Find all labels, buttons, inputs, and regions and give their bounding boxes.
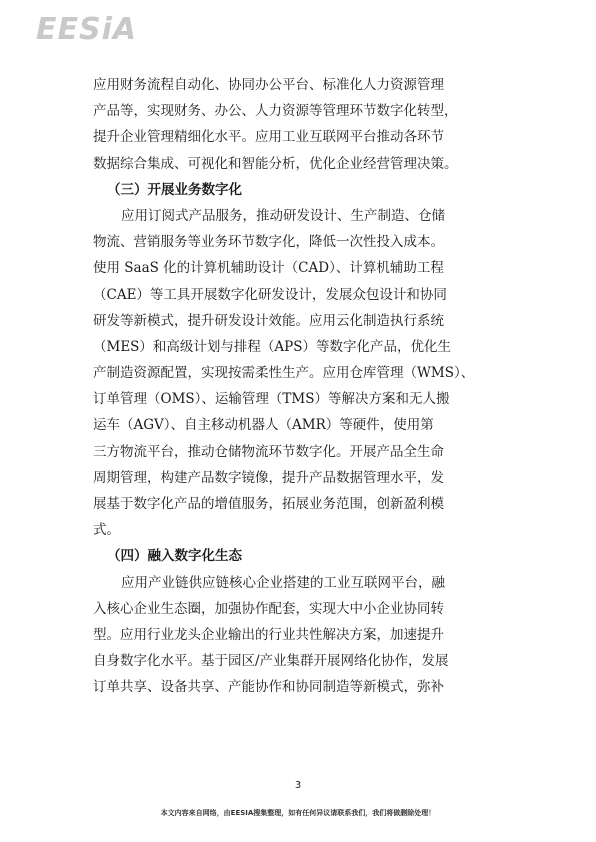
body-line: 型。应用行业龙头企业输出的行业共性解决方案，加速提升 — [93, 626, 444, 643]
body-line: 应用财务流程自动化、协同办公平台、标准化人力资源管理 — [93, 77, 444, 93]
body-line: （CAE）等工具开展数字化研发设计，发展众包设计和协同 — [93, 286, 447, 303]
body-line: 数据综合集成、可视化和智能分析，优化企业经营管理决策。 — [93, 155, 458, 172]
body-line: 提升企业管理精细化水平。应用工业互联网平台推动各环节 — [93, 129, 444, 146]
eesia-logo: EESiA — [36, 12, 138, 47]
body-line: 运车（AGV）、自主移动机器人（AMR）等硬件，使用第 — [93, 417, 434, 434]
section-heading: （三）开展业务数字化 — [107, 181, 242, 198]
body-line: 三方物流平台，推动仓储物流环节数字化。开展产品全生命 — [93, 443, 444, 460]
body-line: 自身数字化水平。基于园区/产业集群开展网络化协作，发展 — [93, 653, 449, 670]
paragraph-first-line: 应用产业链供应链核心企业搭建的工业互联网平台，融 — [121, 574, 445, 591]
section-heading: （四）融入数字化生态 — [107, 548, 242, 565]
paragraph-first-line: 应用订阅式产品服务，推动研发设计、生产制造、仓储 — [121, 207, 445, 224]
body-line: 研发等新模式，提升研发设计效能。应用云化制造执行系统 — [93, 312, 444, 329]
body-line: 物流、营销服务等业务环节数字化，降低一次性投入成本。 — [93, 234, 444, 251]
body-line: 使用 SaaS 化的计算机辅助设计（CAD）、计算机辅助工程 — [93, 260, 444, 277]
body-line: 周期管理，构建产品数字镜像，提升产品数据管理水平，发 — [93, 469, 444, 486]
body-line: 产制造资源配置，实现按需柔性生产。应用仓库管理（WMS）、 — [93, 365, 475, 382]
footer-disclaimer: 本文内容来自网络，由EESIA搜集整理，如有任何异议请联系我们，我们将做删除处理！ — [160, 809, 436, 817]
body-line: 产品等，实现财务、办公、人力资源等管理环节数字化转型， — [93, 103, 458, 120]
body-line: 订单管理（OMS）、运输管理（TMS）等解决方案和无人搬 — [93, 391, 450, 408]
body-line: 入核心企业生态圈，加强协作配套，实现大中小企业协同转 — [93, 600, 444, 617]
body-line: （MES）和高级计划与排程（APS）等数字化产品，优化生 — [93, 338, 452, 355]
body-line: 订单共享、设备共享、产能协作和协同制造等新模式，弥补 — [93, 679, 444, 696]
page-body — [93, 72, 519, 701]
body-line: 展基于数字化产品的增值服务，拓展业务范围，创新盈利模 — [93, 496, 444, 512]
page-number: 3 — [294, 780, 302, 791]
body-line: 式。 — [93, 522, 120, 539]
